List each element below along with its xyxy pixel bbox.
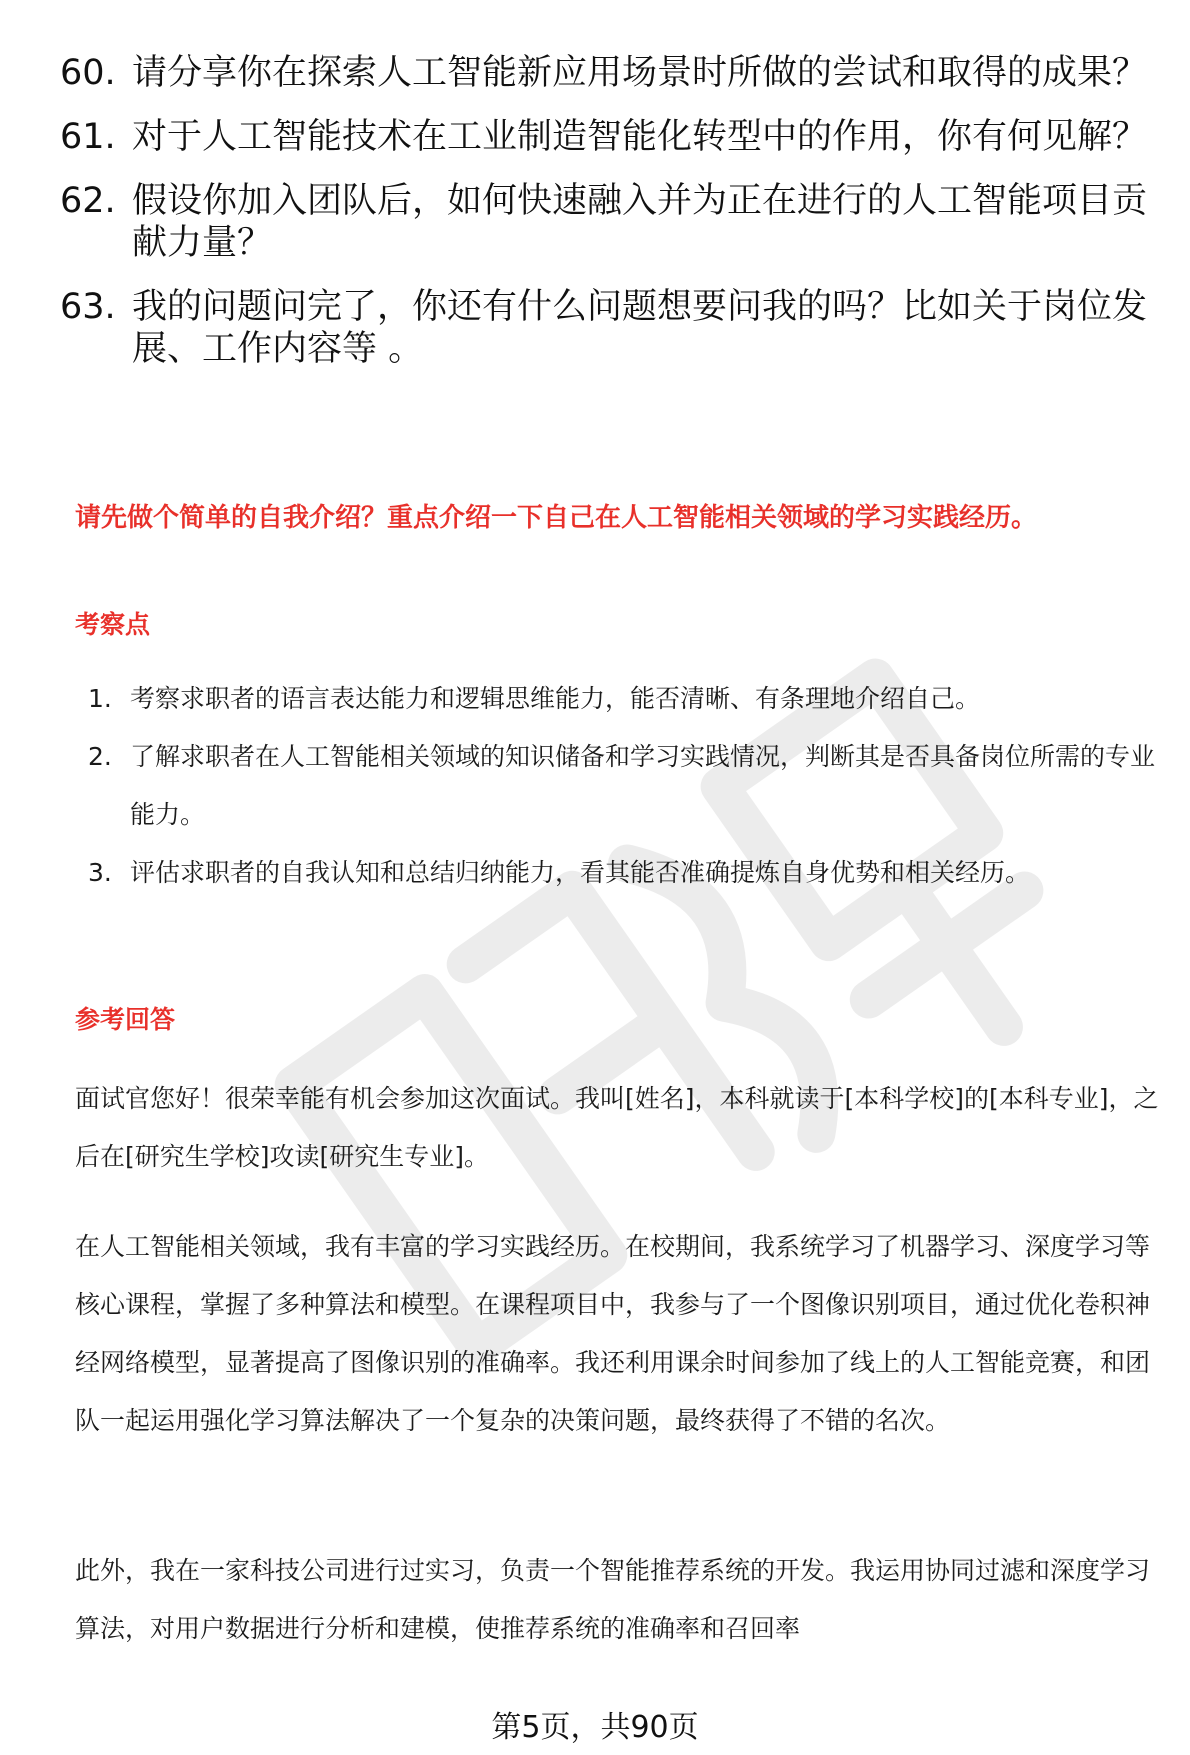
point-item <box>88 670 1158 728</box>
evaluation-points <box>88 670 1158 902</box>
answer-paragraph: 面试官您好！很荣幸能有机会参加这次面试。我叫[姓名]，本科就读于[本科学校]的[本科专业]，之后在[研究生学校]攻读[研究生专业]。 <box>75 1084 1159 1171</box>
question-item <box>60 116 1160 158</box>
question-item <box>60 180 1160 264</box>
question-list <box>60 52 1160 392</box>
point-number: 1. <box>88 684 112 713</box>
page-footer: 第5页，共90页 <box>491 1710 699 1745</box>
kaocha-heading: 考察点 <box>75 610 151 639</box>
point-item <box>88 728 1158 844</box>
point-text: 评估求职者的自我认知和总结归纳能力，看其能否准确提炼自身优势和相关经历。 <box>130 858 1031 887</box>
question-item <box>60 286 1160 370</box>
point-item <box>88 844 1158 902</box>
point-text: 了解求职者在人工智能相关领域的知识储备和学习实践情况，判断其是否具备岗位所需的专业能力。 <box>130 742 1156 829</box>
point-number: 2. <box>88 742 112 771</box>
question-text: 我的问题问完了，你还有什么问题想要问我的吗？比如关于岗位发展、工作内容等 。 <box>132 287 1148 369</box>
question-number: 62. <box>60 181 116 221</box>
question-number: 60. <box>60 53 116 93</box>
section-title: 请先做个简单的自我介绍？重点介绍一下自己在人工智能相关领域的学习实践经历。 <box>75 503 1038 533</box>
answer-paragraph: 在人工智能相关领域，我有丰富的学习实践经历。在校期间，我系统学习了机器学习、深度学习等核心课程，掌握了多种算法和模型。在课程项目中，我参与了一个图像识别项目，通过优化卷积神经网络模型，显著提高了图像识别的准确率。我还利用课余时间参加了线上的人工智能竞赛，和团队一起运用强化学习算法解决了一个复杂的决策问题，最终获得了不错的名次。 <box>75 1232 1151 1435</box>
question-text: 假设你加入团队后，如何快速融入并为正在进行的人工智能项目贡献力量？ <box>132 181 1148 263</box>
question-number: 63. <box>60 287 116 327</box>
point-text: 考察求职者的语言表达能力和逻辑思维能力，能否清晰、有条理地介绍自己。 <box>130 684 981 713</box>
question-number: 61. <box>60 117 116 157</box>
answer-paragraph: 此外，我在一家科技公司进行过实习，负责一个智能推荐系统的开发。我运用协同过滤和深度学习算法，对用户数据进行分析和建模，使推荐系统的准确率和召回率 <box>75 1556 1151 1643</box>
question-text: 请分享你在探索人工智能新应用场景时所做的尝试和取得的成果？ <box>132 53 1148 93</box>
point-number: 3. <box>88 858 112 887</box>
question-text: 对于人工智能技术在工业制造智能化转型中的作用，你有何见解？ <box>132 117 1148 157</box>
answer-heading: 参考回答 <box>75 1005 176 1034</box>
question-item <box>60 52 1160 94</box>
